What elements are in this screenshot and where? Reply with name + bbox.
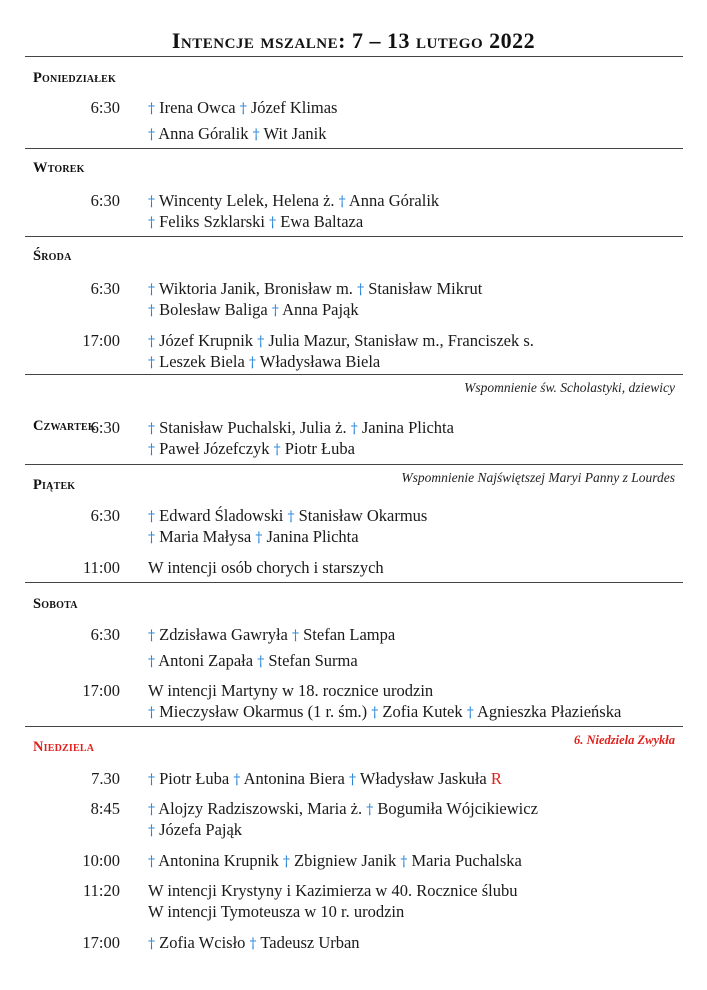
cross-icon: † <box>400 854 408 870</box>
cross-icon: † <box>233 772 241 788</box>
cross-icon: † <box>148 355 155 371</box>
deceased-name: Agnieszka Płazieńska <box>476 702 622 721</box>
section-divider <box>25 374 683 375</box>
intention-line <box>148 701 621 724</box>
intention-text: W intencji Martyny w 18. rocznice urodzin <box>148 681 434 700</box>
intention-line <box>148 505 427 528</box>
intention-line <box>148 97 337 120</box>
intention-line <box>148 901 404 922</box>
cross-icon: † <box>282 854 290 870</box>
deceased-name: Paweł Józefczyk <box>159 439 270 458</box>
day-heading: Wtorek <box>33 160 85 176</box>
mass-time: 7.30 <box>91 769 120 788</box>
cross-icon: † <box>148 802 155 818</box>
mass-time: 6:30 <box>90 98 120 117</box>
mass-time: 6:30 <box>90 506 120 525</box>
intention-line <box>148 330 534 353</box>
intention-line <box>148 299 359 322</box>
cross-icon: † <box>148 442 155 458</box>
deceased-name: Julia Mazur, Stanisław m., Franciszek s. <box>268 331 534 350</box>
deceased-name: Anna Góralik <box>158 124 249 143</box>
deceased-name: Anna Góralik <box>348 191 440 210</box>
cross-icon: † <box>338 194 346 210</box>
section-divider <box>25 236 683 237</box>
cross-icon: † <box>466 705 474 721</box>
deceased-name: Zbigniew Janik <box>294 851 397 870</box>
day-heading: Środa <box>33 248 72 264</box>
cross-icon: † <box>148 334 155 350</box>
deceased-name: Piotr Łuba <box>284 439 355 458</box>
section-divider <box>25 464 683 465</box>
cross-icon: † <box>371 705 379 721</box>
cross-icon: † <box>239 101 247 117</box>
deceased-name: Wiktoria Janik, Bronisław m. <box>158 279 353 298</box>
cross-icon: † <box>148 628 155 644</box>
page-title: Intencje mszalne: 7 – 13 lutego 2022 <box>171 28 536 53</box>
mass-time: 6:30 <box>90 418 120 437</box>
intention-line <box>148 880 517 901</box>
deceased-name: Antonina Krupnik <box>158 851 279 870</box>
cross-icon: † <box>248 355 256 371</box>
section-divider <box>25 726 683 727</box>
cross-icon: † <box>287 509 295 525</box>
deceased-name: Władysława Biela <box>259 352 381 371</box>
cross-icon: † <box>148 654 155 670</box>
mass-time: 6:30 <box>90 279 120 298</box>
mass-time: 6:30 <box>90 625 120 644</box>
deceased-name: Antoni Zapała <box>158 651 254 670</box>
deceased-name: Józef Krupnik <box>159 331 254 350</box>
deceased-name: Tadeusz Urban <box>260 933 360 952</box>
cross-icon: † <box>257 334 265 350</box>
mass-time: 6:30 <box>90 191 120 210</box>
deceased-name: Stanisław Okarmus <box>298 506 428 525</box>
mass-time: 8:45 <box>90 799 120 818</box>
intention-line <box>148 624 395 647</box>
intention-line <box>148 123 327 146</box>
cross-icon: † <box>357 282 365 298</box>
mass-time: 11:00 <box>83 558 120 577</box>
cross-icon: † <box>292 628 299 644</box>
intention-line <box>148 351 380 374</box>
deceased-name: Bolesław Baliga <box>159 300 268 319</box>
intention-text: W intencji Tymoteusza w 10 r. urodzin <box>148 902 405 921</box>
liturgical-note: 6. Niedziela Zwykła <box>573 733 675 747</box>
deceased-name: Piotr Łuba <box>159 769 230 788</box>
day-heading: Sobota <box>33 596 78 612</box>
deceased-name: Władysław Jaskuła <box>359 769 487 788</box>
intention-line <box>148 819 242 842</box>
deceased-name: Stefan Lampa <box>303 625 396 644</box>
deceased-name: Zofia Kutek <box>382 702 463 721</box>
intention-text: R <box>490 769 502 788</box>
deceased-name: Wincenty Lelek, Helena ż. <box>158 191 335 210</box>
intention-text: W intencji Krystyny i Kazimierza w 40. Rocznice ślubu <box>148 881 518 900</box>
deceased-name: Bogumiła Wójcikiewicz <box>377 799 538 818</box>
cross-icon: † <box>366 802 374 818</box>
intention-line <box>148 850 522 873</box>
cross-icon: † <box>148 127 155 143</box>
deceased-name: Józefa Pająk <box>159 820 243 839</box>
deceased-name: Janina Plichta <box>361 418 454 437</box>
deceased-name: Stanisław Puchalski, Julia ż. <box>159 418 347 437</box>
intention-line <box>148 650 358 673</box>
cross-icon: † <box>148 854 155 870</box>
cross-icon: † <box>350 421 358 437</box>
cross-icon: † <box>148 101 155 117</box>
deceased-name: Irena Owca <box>159 98 236 117</box>
cross-icon: † <box>252 127 260 143</box>
cross-icon: † <box>148 509 155 525</box>
mass-time: 10:00 <box>82 851 120 870</box>
cross-icon: † <box>148 530 155 546</box>
deceased-name: Antonina Biera <box>243 769 345 788</box>
intention-line <box>148 190 439 213</box>
section-divider <box>25 582 683 583</box>
deceased-name: Zofia Wcisło <box>159 933 246 952</box>
intention-line <box>148 798 538 821</box>
deceased-name: Edward Śladowski <box>159 506 284 525</box>
mass-time: 11:20 <box>83 881 120 900</box>
cross-icon: † <box>148 772 155 788</box>
cross-icon: † <box>148 936 155 952</box>
day-heading: Niedziela <box>33 739 95 755</box>
deceased-name: Maria Puchalska <box>411 851 522 870</box>
deceased-name: Stanisław Mikrut <box>368 279 483 298</box>
deceased-name: Wit Janik <box>263 124 327 143</box>
cross-icon: † <box>273 442 281 458</box>
deceased-name: Maria Małysa <box>159 527 252 546</box>
deceased-name: Józef Klimas <box>250 98 338 117</box>
cross-icon: † <box>257 654 265 670</box>
deceased-name: Mieczysław Okarmus (1 r. śm.) <box>159 702 368 721</box>
deceased-name: Leszek Biela <box>159 352 245 371</box>
liturgical-note: Wspomnienie św. Scholastyki, dziewicy <box>464 380 675 395</box>
day-heading: Poniedziałek <box>33 70 116 86</box>
deceased-name: Ewa Baltaza <box>280 212 364 231</box>
cross-icon: † <box>148 215 155 231</box>
cross-icon: † <box>249 936 257 952</box>
intention-line <box>148 680 433 701</box>
cross-icon: † <box>148 194 155 210</box>
deceased-name: Janina Plichta <box>266 527 359 546</box>
intention-line <box>148 932 360 955</box>
deceased-name: Stefan Surma <box>268 651 358 670</box>
cross-icon: † <box>148 282 155 298</box>
intention-line <box>148 278 482 301</box>
cross-icon: † <box>148 421 155 437</box>
mass-time: 17:00 <box>82 331 120 350</box>
cross-icon: † <box>148 705 155 721</box>
day-heading: Czwartek <box>33 418 96 434</box>
cross-icon: † <box>148 303 155 319</box>
day-heading: Piątek <box>33 477 76 493</box>
deceased-name: Alojzy Radziszowski, Maria ż. <box>158 799 363 818</box>
mass-time: 17:00 <box>82 933 120 952</box>
intention-line <box>148 768 502 791</box>
intention-text: W intencji osób chorych i starszych <box>148 558 384 577</box>
title-divider <box>25 56 683 57</box>
intention-line <box>148 526 359 549</box>
cross-icon: † <box>271 303 279 319</box>
cross-icon: † <box>255 530 263 546</box>
deceased-name: Zdzisława Gawryła <box>159 625 288 644</box>
cross-icon: † <box>348 772 356 788</box>
intention-line <box>148 211 363 234</box>
section-divider <box>25 148 683 149</box>
mass-time: 17:00 <box>82 681 120 700</box>
cross-icon: † <box>269 215 277 231</box>
cross-icon: † <box>148 823 155 839</box>
liturgical-note: Wspomnienie Najświętszej Maryi Panny z Lourdes <box>401 470 675 485</box>
deceased-name: Anna Pająk <box>282 300 359 319</box>
intention-line <box>148 557 384 578</box>
deceased-name: Feliks Szklarski <box>159 212 265 231</box>
intention-line <box>148 417 454 440</box>
intention-line <box>148 438 355 461</box>
